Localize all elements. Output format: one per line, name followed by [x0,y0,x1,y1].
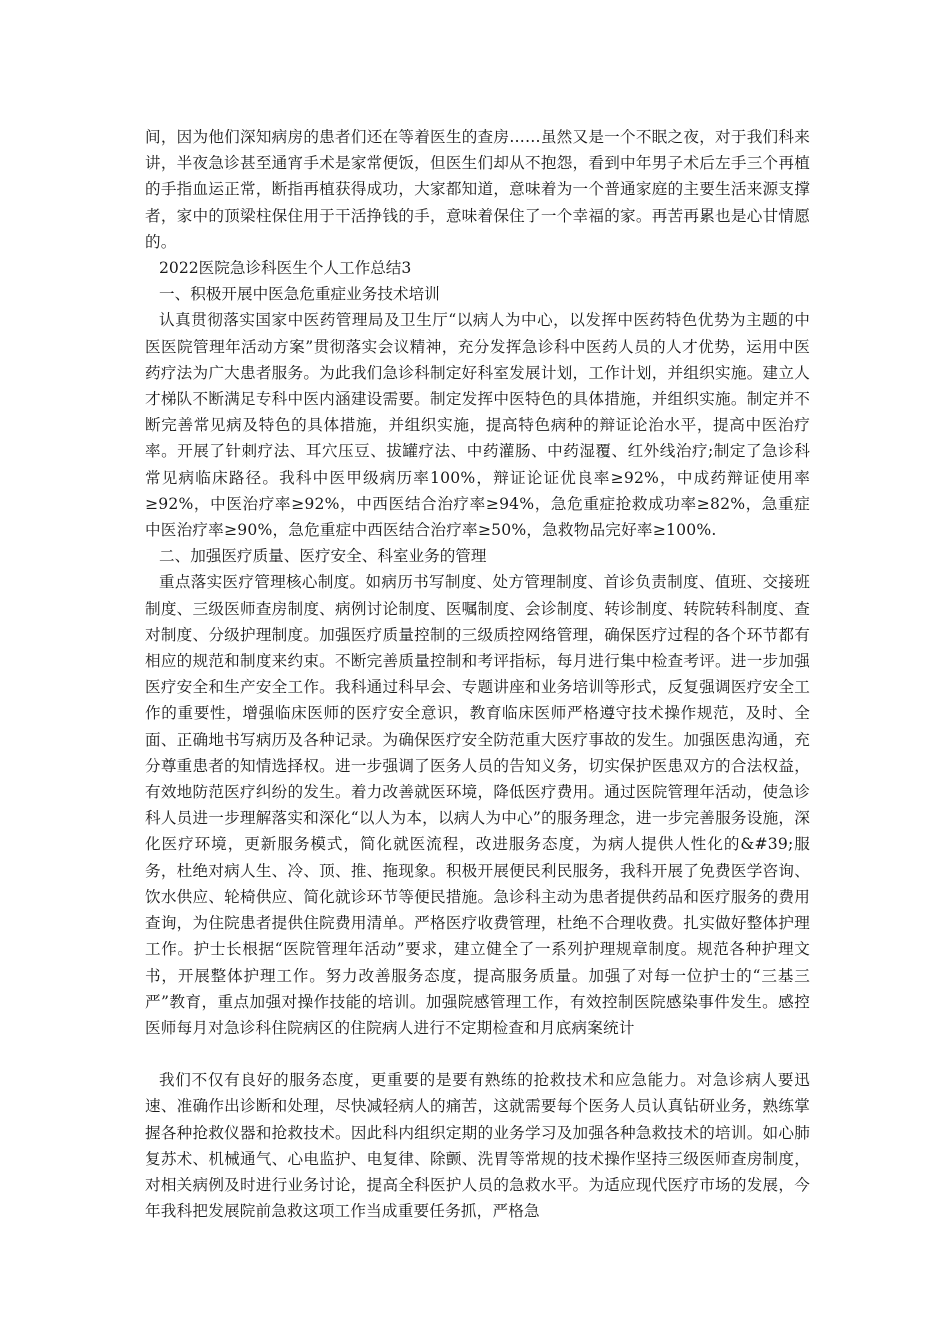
paragraph-gap [145,1041,810,1067]
document-body [145,124,810,1224]
paragraph-continuation: 间，因为他们深知病房的患者们还在等着医生的查房……虽然又是一个不眠之夜，对于我们科来讲，半夜急诊甚至通宵手术是家常便饭，但医生们却从不抱怨，看到中年男子术后左手三个再植的手指血运正常，断指再植获得成功，大家都知道，意味着为一个普通家庭的主要生活来源支撑者，家中的顶梁柱保住用于干活挣钱的手，意味着保住了一个幸福的家。再苦再累也是心甘情愿的。 [145,128,810,251]
document-title: 2022医院急诊科医生个人工作总结3 [159,259,412,278]
paragraph-emergency-skills: 我们不仅有良好的服务态度，更重要的是要有熟练的抢救技术和应急能力。对急诊病人要迅速、准确作出诊断和处理，尽快减轻病人的痛苦，这就需要每个医务人员认真钻研业务，熟练掌握各种抢救仪器和抢救技术。因此科内组织定期的业务学习及加强各种急救技术的培训。如心肺复苏术、机械通气、心电监护、电复律、除颤、洗胃等常规的技术操作坚持三级医师查房制度，对相关病例及时进行业务讨论，提高全科医护人员的急救水平。为适应现代医疗市场的发展，今年我科把发展院前急救这项工作当成重要任务抓，严格急 [145,1071,810,1221]
section-heading-2: 二、加强医疗质量、医疗安全、科室业务的管理 [159,547,487,566]
section-heading-1: 一、积极开展中医急危重症业务技术培训 [159,285,440,304]
paragraph-quality-management: 重点落实医疗管理核心制度。如病历书写制度、处方管理制度、首诊负责制度、值班、交接班制度、三级医师查房制度、病例讨论制度、医嘱制度、会诊制度、转诊制度、转院转科制度、查对制度、分级护理制度。加强医疗质量控制的三级质控网络管理，确保医疗过程的各个环节都有相应的规范和制度来约束。不断完善质量控制和考评指标，每月进行集中检查考评。进一步加强医疗安全和生产安全工作。我科通过科早会、专题讲座和业务培训等形式，反复强调医疗安全工作的重要性，增强临床医师的医疗安全意识，教育临床医师严格遵守技术操作规范，及时、全面、正确地书写病历及各种记录。为确保医疗安全防范重大医疗事故的发生。加强医患沟通，充分尊重患者的知情选择权。进一步强调了医务人员的告知义务，切实保护医患双方的合法权益，有效地防范医疗纠纷的发生。着力改善就医环境，降低医疗费用。通过医院管理年活动，使急诊科人员进一步理解落实和深化“以人为本，以病人为中心”的服务理念，进一步完善服务设施，深化医疗环境，更新服务模式，简化就医流程，改进服务态度，为病人提供人性化的&#39;服务，杜绝对病人生、冷、顶、推、拖现象。积极开展便民利民服务，我科开展了免费医学咨询、饮水供应、轮椅供应、简化就诊环节等便民措施。急诊科主动为患者提供药品和医疗服务的费用查询，为住院患者提供住院费用清单。严格医疗收费管理，杜绝不合理收费。扎实做好整体护理工作。护士长根据“医院管理年活动”要求，建立健全了一系列护理规章制度。规范各种护理文书，开展整体护理工作。努力改善服务态度，提高服务质量。加强了对每一位护士的“三基三严”教育，重点加强对操作技能的培训。加强院感管理工作，有效控制医院感染事件发生。感控医师每月对急诊科住院病区的住院病人进行不定期检查和月底病案统计 [145,573,810,1037]
paragraph-tcm-training: 认真贯彻落实国家中医药管理局及卫生厅“以病人为中心，以发挥中医药特色优势为主题的中医医院管理年活动方案”贯彻落实会议精神，充分发挥急诊科中医药人员的人才优势，运用中医药疗法为广大患者服务。为此我们急诊科制定好科室发展计划，工作计划，并组织实施。建立人才梯队不断满足专科中医内涵建设需要。制定发挥中医特色的具体措施，并组织实施。制定并不断完善常见病及特色的具体措施，并组织实施，提高特色病种的辩证论治水平，提高中医治疗率。开展了针刺疗法、耳穴压豆、拔罐疗法、中药灌肠、中药湿覆、红外线治疗;制定了急诊科常见病临床路径。我科中医甲级病历率100%，辩证论证优良率≥92%，中成药辩证使用率≥92%，中医治疗率≥92%，中西医结合治疗率≥94%，急危重症抢救成功率≥82%，急重症中医治疗率≥90%，急危重症中西医结合治疗率≥50%，急救物品完好率≥100%. [145,311,810,540]
